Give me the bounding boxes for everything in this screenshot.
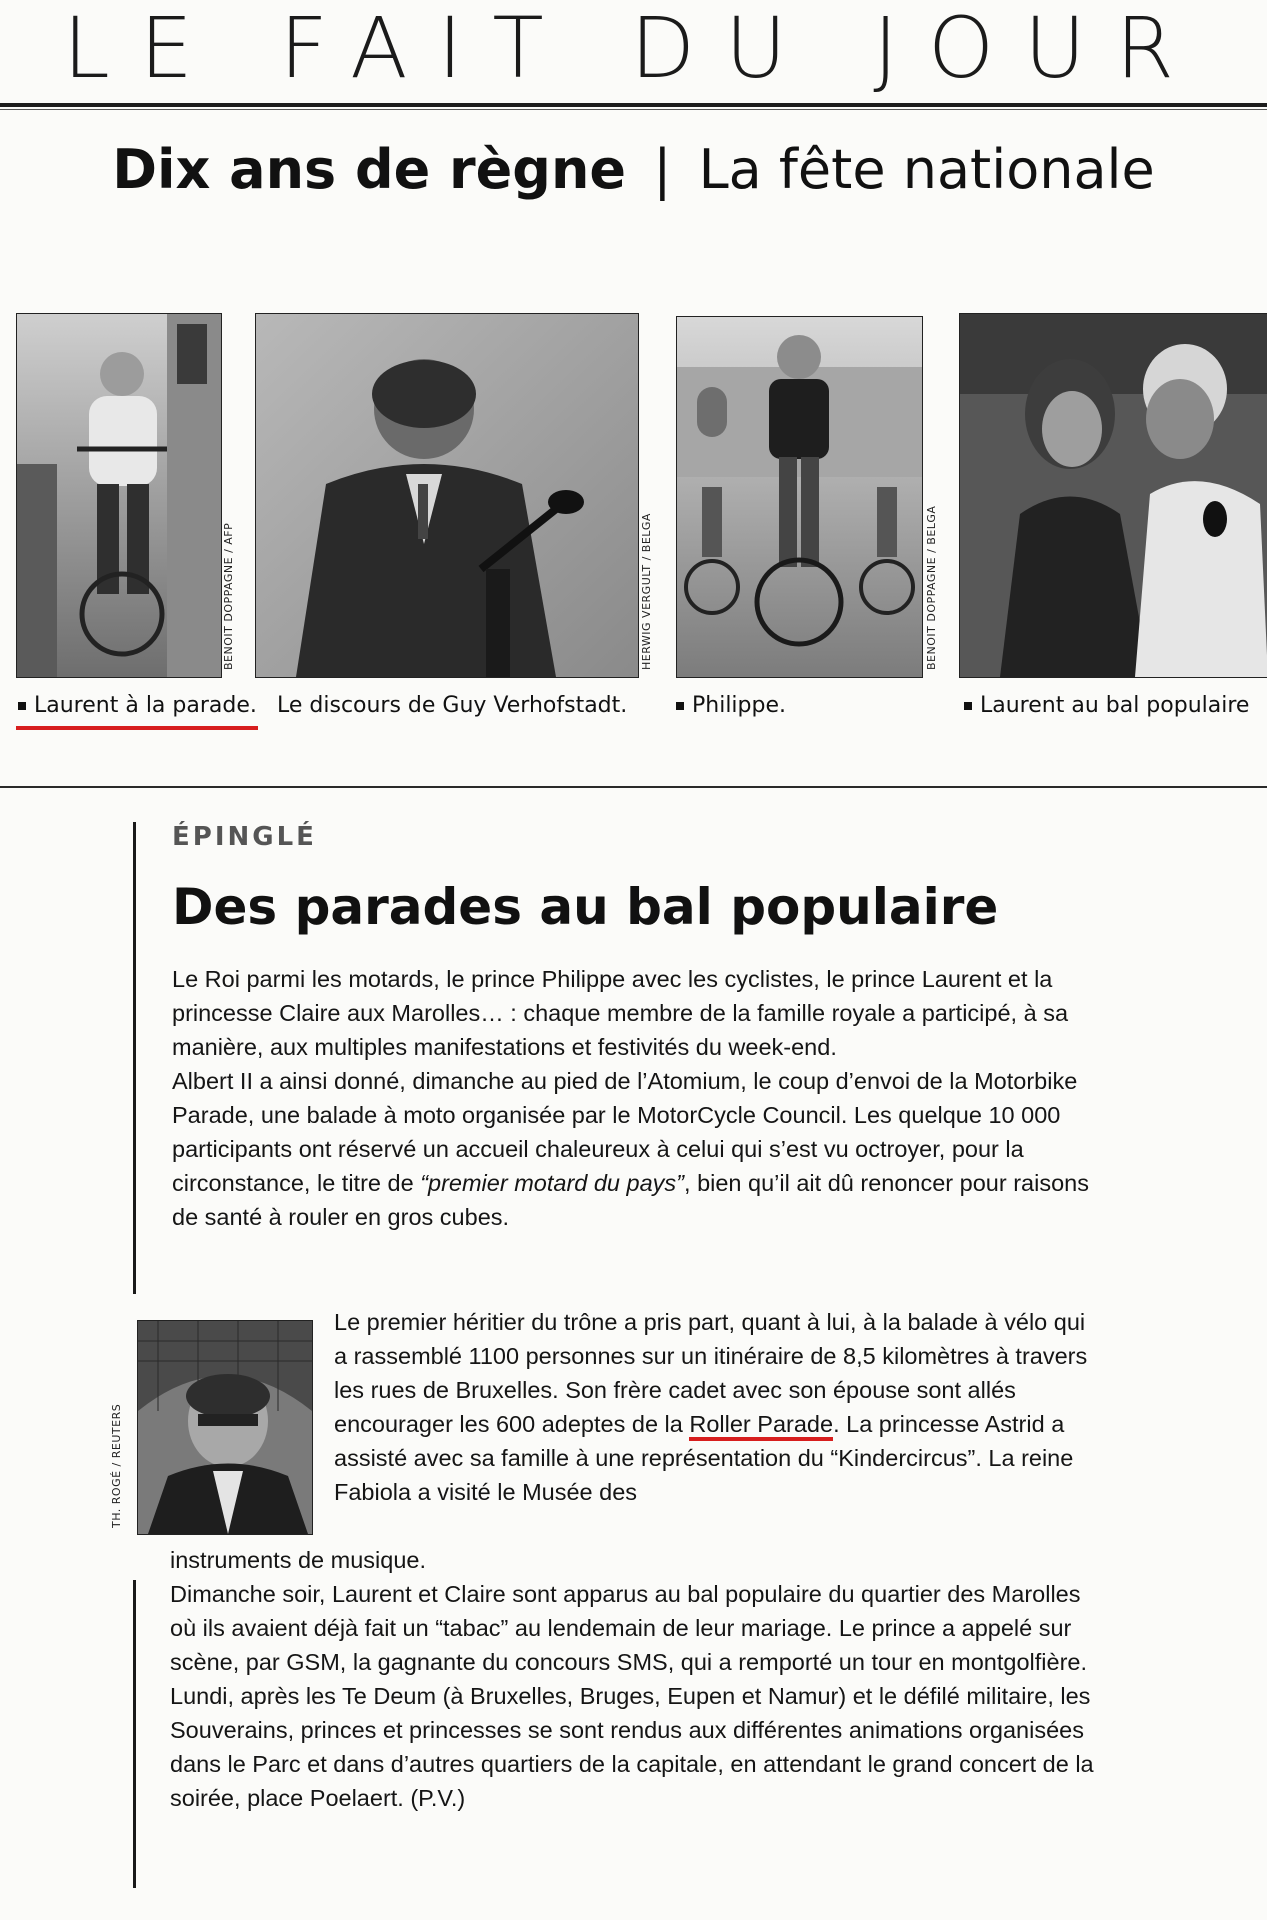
cyclist-photo	[16, 313, 222, 678]
caption-bullet	[676, 702, 684, 710]
roller-parade-highlight: Roller Parade	[689, 1411, 833, 1441]
portrait-photo	[137, 1320, 313, 1535]
portrait-credit: TH. ROGÉ / REUTERS	[110, 1403, 123, 1528]
article-paragraph-1: Le Roi parmi les motards, le prince Philippe avec les cyclistes, le prince Laurent et la princesse Claire aux Marolles… : chaque membre de la famille royale a participé, à sa manière, aux multiples manifestations et festivités du week-end.	[172, 966, 1069, 1060]
section-divider	[0, 786, 1267, 788]
dancers-photo	[959, 313, 1267, 678]
article-headline: Des parades au bal populaire	[172, 878, 999, 936]
article-paragraph-3: Le premier héritier du trône a pris part, quant à lui, à la balade à vélo qui a rassemblé 1100 personnes sur un itinéraire de 8,5 kilomètres à travers les rues de Bruxelles. Son frère cadet avec son épouse sont allés encourager les 600 adeptes de la Roller Parade. La princesse Astrid a assisté avec sa famille à une représentation du “Kindercircus”. La reine Fabiola a visité le Musée des	[334, 1309, 1088, 1505]
article-paragraph-3-tail: instruments de musique.	[170, 1547, 427, 1573]
article-kicker: ÉPINGLÉ	[172, 822, 317, 852]
article-vertical-rule-bottom	[133, 1580, 136, 1888]
photo-caption-4: Laurent au bal populaire	[964, 690, 1249, 722]
masthead: LE FAIT DU JOUR	[62, 0, 1205, 96]
caption-bullet	[964, 702, 972, 710]
photo-credit-1: BENOIT DOPPAGNE / AFP	[222, 522, 235, 670]
photo-caption-1: Laurent à la parade.	[18, 690, 257, 722]
photo-credit-3: BENOIT DOPPAGNE / BELGA	[925, 505, 938, 670]
article-vertical-rule-top	[133, 822, 136, 1294]
article-paragraph-4: Dimanche soir, Laurent et Claire sont apparus au bal populaire du quartier des Marolles où ils avaient déjà fait un “tabac” au lendemain de leur mariage. Le prince a appelé sur scène, par GSM, la gagnante du concours SMS, qui a remporté un tour en montgolfière.	[170, 1581, 1088, 1675]
masthead-rule	[0, 103, 1267, 107]
article-body-top	[172, 962, 1112, 1234]
subhead-left: Dix ans de règne	[112, 138, 627, 201]
cyclists-photo	[676, 316, 923, 678]
caption-highlight-underline	[16, 726, 258, 730]
caption-bullet	[18, 702, 26, 710]
masthead-rule-thin	[0, 109, 1267, 110]
photo-caption-3: Philippe.	[676, 690, 786, 722]
section-subhead	[0, 135, 1267, 205]
article-paragraph-5: Lundi, après les Te Deum (à Bruxelles, Bruges, Eupen et Namur) et le défilé militaire, les Souverains, princes et princesses se sont rendus aux différentes animations organisées dans le Parc et dans d’autres quartiers de la capitale, en attendant le grand concert de la soirée, place Poelaert. (P.V.)	[170, 1683, 1094, 1811]
photo-caption-2: Le discours de Guy Verhofstadt.	[277, 693, 628, 718]
subhead-separator: |	[653, 138, 672, 201]
speaker-photo	[255, 313, 639, 678]
photo-credit-2: HERWIG VERGULT / BELGA	[640, 513, 653, 670]
subhead-right: La fête nationale	[698, 138, 1155, 201]
article-body-bottom	[170, 1543, 1110, 1815]
article-paragraph-2: Albert II a ainsi donné, dimanche au pied de l’Atomium, le coup d’envoi de la Motorbike Parade, une balade à moto organisée par le MotorCycle Council. Les quelque 10 000 participants ont réservé un accueil chaleureux à celui qui s’est vu octroyer, pour la circonstance, le titre de “premier motard du pays”, bien qu’il ait dû renoncer pour raisons de santé à rouler en gros cubes.	[172, 1068, 1089, 1230]
